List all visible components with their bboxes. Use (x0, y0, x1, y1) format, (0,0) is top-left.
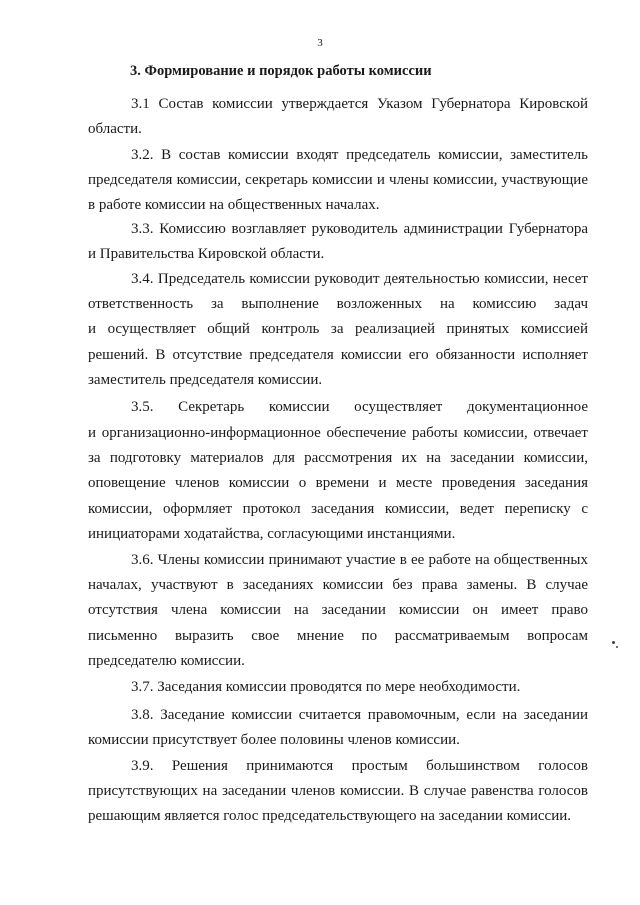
text-line: решающим является голос председательствующего на заседании комиссии. (88, 808, 572, 824)
page-number: 3 (317, 37, 323, 49)
scan-speck (616, 646, 618, 648)
text-line: 3.9. Решения принимаются простым большинством голосов (131, 758, 588, 774)
text-line: и Правительства Кировской области. (88, 246, 325, 262)
section-title: 3. Формирование и порядок работы комиссии (130, 63, 432, 79)
text-line: отсутствия члена комиссии на заседании комиссии он имеет право (88, 602, 588, 618)
text-line: председателю комиссии. (88, 653, 245, 669)
text-line: председателя комиссии, секретарь комиссии и члены комиссии, участвующие (88, 172, 588, 188)
text-line: письменно выразить свое мнение по рассматриваемым вопросам (88, 628, 588, 644)
text-line: 3.2. В состав комиссии входят председатель комиссии, заместитель (131, 147, 588, 163)
text-line: присутствующих на заседании членов комиссии. В случае равенства голосов (88, 783, 588, 799)
text-line: 3.3. Комиссию возглавляет руководитель администрации Губернатора (131, 221, 588, 237)
text-line: комиссии, оформляет протокол заседания комиссии, ведет переписку с (88, 501, 588, 517)
text-line: 3.6. Члены комиссии принимают участие в ее работе на общественных (131, 552, 588, 568)
text-line: ответственность за выполнение возложенных на комиссию задач (88, 296, 588, 312)
scan-speck (612, 641, 615, 644)
text-line: комиссии присутствует более половины членов комиссии. (88, 732, 460, 748)
text-line: 3.8. Заседание комиссии считается правомочным, если на заседании (131, 707, 588, 723)
text-line: и осуществляет общий контроль за реализацией принятых комиссией (88, 321, 588, 337)
text-line: за подготовку материалов для рассмотрения их на заседании комиссии, (88, 450, 588, 466)
text-line: в работе комиссии на общественных началах. (88, 197, 380, 213)
text-line: решений. В отсутствие председателя комиссии его обязанности исполняет (88, 347, 588, 363)
text-line: оповещение членов комиссии о времени и месте проведения заседания (88, 475, 588, 491)
text-line: и организационно-информационное обеспечение работы комиссии, отвечает (88, 425, 588, 441)
text-line: 3.1 Состав комиссии утверждается Указом Губернатора Кировской (131, 96, 588, 112)
text-line: 3.4. Председатель комиссии руководит деятельностью комиссии, несет (131, 271, 588, 287)
text-line: началах, участвуют в заседаниях комиссии без права замены. В случае (88, 577, 588, 593)
text-line: инициаторами ходатайства, согласующими инстанциями. (88, 526, 456, 542)
text-line: 3.7. Заседания комиссии проводятся по мере необходимости. (131, 679, 521, 695)
text-line: области. (88, 121, 142, 137)
text-line: заместитель председателя комиссии. (88, 372, 323, 388)
text-line: 3.5. Секретарь комиссии осуществляет документационное (131, 399, 588, 415)
